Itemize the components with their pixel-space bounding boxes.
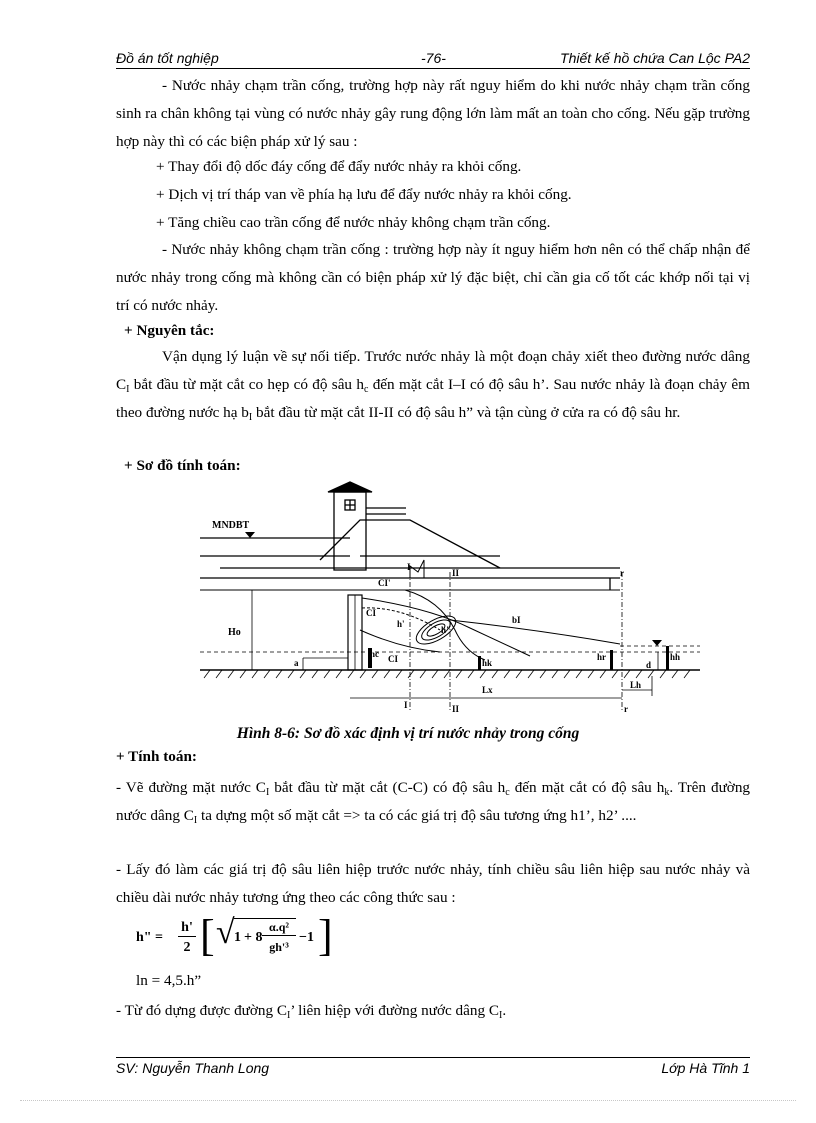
header-left: Đồ án tốt nghiệp <box>116 50 219 66</box>
header-page-number: -76- <box>421 50 446 66</box>
paragraph-6: - Từ đó dựng được đường $C_I$’ liên hiệp với đường nước dâng $C_I$. <box>116 1002 507 1021</box>
label-ci-upper: CI <box>366 608 377 618</box>
formula-ln: ln = 4,5.h” <box>136 972 202 989</box>
label-lh: Lh <box>630 680 642 690</box>
bullet-2: + Dịch vị trí tháp van về phía hạ lưu để đẩy nước nhảy ra khỏi cống. <box>156 186 572 203</box>
ground-hatch <box>204 670 690 678</box>
embankment-outline <box>320 520 500 568</box>
label-section-I-top: I <box>407 562 411 572</box>
paragraph-3: Vận dụng lý luận về sự nối tiếp. Trước nước nhảy là một đoạn chảy xiết theo đường nước dâng $C_I$ bắt đầu từ mặt cắt co hẹp có độ sâu $h_c$ đến mặt cắt I–I có độ sâu h’. Sau nước nhảy là đoạn chảy êm theo đường nước hạ $b_I$ bắt đầu từ mặt cắt II-II có độ sâu h” và tận cùng ở cửa ra có độ sâu hr. <box>116 348 750 423</box>
page-header <box>116 50 750 69</box>
paragraph-4: - Vẽ đường mặt nước $C_I$ bắt đầu từ mặt cắt (C-C) có độ sâu $h_c$ đến mặt cắt có độ sâu $h_k$. Trên đường nước dâng $C_I$ ta dựng một số mặt cắt => ta có các giá trị độ sâu tương ứng h1’, h2’ .... <box>116 779 751 826</box>
label-hh: hh <box>670 652 681 662</box>
water-level-icon <box>245 532 255 538</box>
label-lx: Lx <box>482 685 493 695</box>
label-section-r-top: r <box>620 568 624 578</box>
label-mndbt: MNDBT <box>212 520 250 531</box>
paragraph-1: - Nước nhảy chạm trần cống, trường hợp này rất nguy hiểm do khi nước nhảy chạm trần cống sinh ra chân không tại vùng có nước nhảy gây rung động lớn làm mất an toàn cho cống. Nếu gặp trường hợp này thì có các biện pháp xử lý sau : <box>116 77 750 150</box>
figure-caption: Hình 8-6: Sơ đồ xác định vị trí nước nhảy trong cống <box>236 725 580 742</box>
label-ho: Ho <box>228 627 241 638</box>
label-d: d <box>646 660 652 670</box>
header-right: Thiết kế hồ chứa Can Lộc PA2 <box>560 50 750 66</box>
valve-tower <box>328 482 406 570</box>
label-bi: bI <box>512 615 521 625</box>
paragraph-5: - Lấy đó làm các giá trị độ sâu liên hiệp trước nước nhảy, tính chiều sâu liên hiệp sau nước nhảy và chiều dài nước nhảy tương ứng theo các công thức sau : <box>116 861 750 906</box>
label-section-II-bottom: II <box>452 704 460 714</box>
page-footer <box>116 1057 750 1078</box>
label-section-I-bottom: I <box>404 700 408 710</box>
label-h-prime: h' <box>397 619 405 629</box>
heading-calc: + Tính toán: <box>116 748 197 765</box>
page-boundary <box>20 1100 796 1101</box>
label-section-r-bottom: r <box>624 704 628 714</box>
label-hr: hr <box>597 652 606 662</box>
heading-principle: + Nguyên tắc: <box>124 322 215 339</box>
label-hc: hc <box>370 649 379 659</box>
label-hk: hk <box>482 658 493 668</box>
label-a: a <box>294 658 299 668</box>
label-ci-lower: CI <box>388 654 399 664</box>
label-h-double-prime: h" <box>441 625 452 635</box>
footer-right: Lớp Hà Tĩnh 1 <box>661 1060 750 1076</box>
bullet-3: + Tăng chiều cao trần cống để nước nhảy không chạm trần cống. <box>156 214 551 231</box>
footer-left: SV: Nguyễn Thanh Long <box>116 1060 270 1076</box>
bullet-1: + Thay đổi độ dốc đáy cống để đẩy nước nhảy ra khỏi cống. <box>156 158 522 175</box>
paragraph-2: - Nước nhảy không chạm trần cống : trường hợp này ít nguy hiểm hơn nên có thể chấp nhận để nước nhảy trong cống mà không cần có biện pháp xử lý đặc biệt, chỉ cần gia cố tốt các khớp nối tại vị trí có nước nhảy. <box>116 241 750 314</box>
label-ci-prime: CI' <box>378 578 391 588</box>
culvert-diagram <box>200 480 700 715</box>
hydraulic-jump <box>412 610 460 649</box>
label-section-II-top: II <box>452 568 460 578</box>
heading-scheme: + Sơ đồ tính toán: <box>124 457 241 474</box>
